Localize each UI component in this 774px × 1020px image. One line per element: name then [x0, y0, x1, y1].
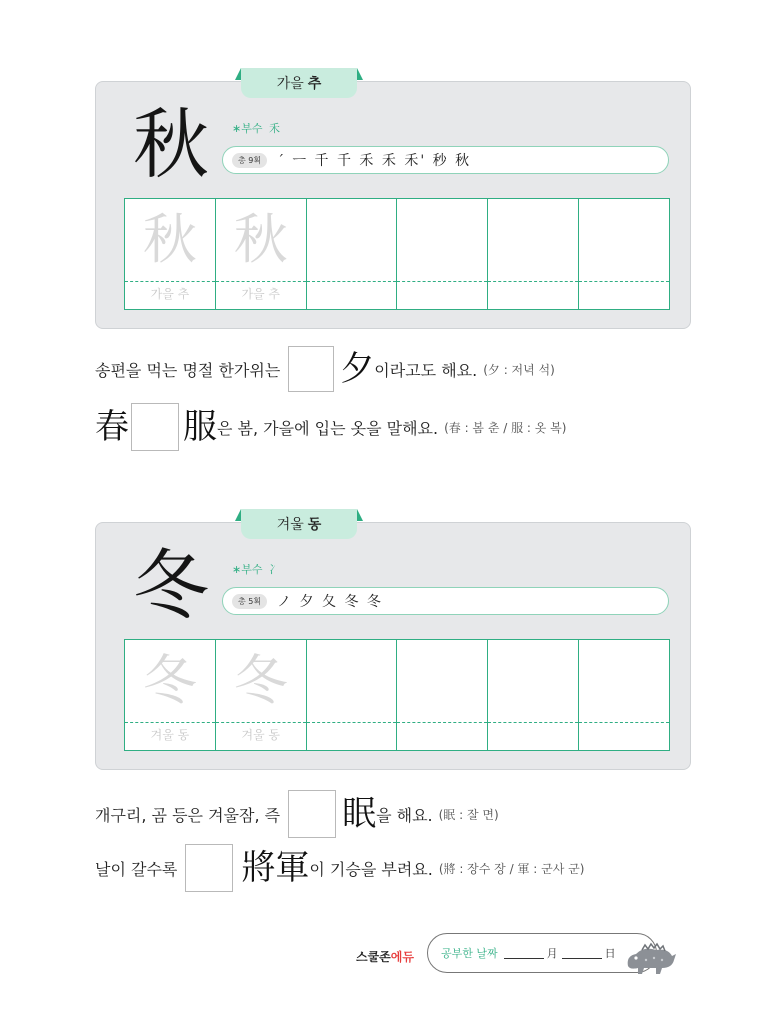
writing-cell[interactable] [488, 640, 579, 750]
sentence-hint: (將 : 장수 장 / 軍 : 군사 군) [438, 861, 585, 876]
hanja-card-autumn [95, 76, 691, 329]
tab-meaning: 가을 [276, 76, 304, 92]
sentence-hanja: 眠 [342, 794, 377, 834]
brand-logo [356, 948, 414, 965]
answer-blank[interactable] [288, 346, 334, 392]
month-field[interactable] [504, 948, 544, 959]
radical-info [232, 120, 280, 136]
stroke-count: 총 9획 [232, 153, 267, 168]
card-tab [241, 509, 357, 539]
sentence-text: 송편을 먹는 명절 한가위는 [95, 360, 281, 380]
trace-char: 冬 [233, 649, 288, 712]
trace-char: 秋 [233, 208, 288, 271]
stroke-sequence: ノ 夕 夂 冬 冬 [277, 594, 383, 610]
stroke-sequence: ˊ ㅡ 千 千 禾 禾 禾' 秒 秋 [277, 153, 472, 169]
sentence-hint: (眠 : 잘 면) [438, 807, 499, 822]
trace-label: 가을 추 [241, 287, 281, 301]
writing-cell[interactable] [579, 199, 669, 309]
radical-char: 冫 [268, 563, 280, 576]
trace-char: 秋 [142, 208, 197, 271]
radical-char: 禾 [268, 122, 280, 135]
sentence-text: 을 해요. [376, 805, 433, 825]
stroke-count: 총 5획 [232, 594, 267, 609]
trace-cell [125, 199, 216, 309]
radical-label: ∗부수 [232, 563, 263, 576]
answer-blank[interactable] [185, 844, 233, 892]
sentence-hint: (夕 : 저녁 석) [483, 362, 555, 377]
hanja-card-winter [95, 517, 691, 770]
sentence-hanja: 服 [183, 407, 217, 447]
card-tab [241, 68, 357, 98]
writing-grid [124, 639, 670, 751]
logo-main: 스쿨존 [356, 950, 391, 964]
tab-meaning: 겨울 [276, 517, 304, 533]
sentence-hint: (春 : 봄 춘 / 服 : 옷 복) [444, 420, 567, 435]
sentence-2 [95, 403, 566, 451]
trace-cell [216, 199, 307, 309]
sentence-text: 은 봄, 가을에 입는 옷을 말해요. [217, 418, 439, 438]
sentence-text: 날이 갈수록 [95, 859, 178, 879]
writing-cell[interactable] [307, 199, 398, 309]
tab-reading: 동 [307, 517, 322, 533]
writing-cell[interactable] [579, 640, 669, 750]
trace-char: 冬 [142, 649, 197, 712]
answer-blank[interactable] [288, 790, 336, 838]
trace-cell [216, 640, 307, 750]
trace-label: 겨울 동 [150, 728, 190, 742]
stroke-order-bar [222, 587, 669, 615]
day-field[interactable] [562, 948, 602, 959]
sentence-3 [95, 790, 499, 838]
sentence-text: 개구리, 곰 등은 겨울잠, 즉 [95, 805, 281, 825]
sentence-1 [95, 346, 555, 392]
trace-label: 가을 추 [150, 287, 190, 301]
dinosaur-mascot-icon [622, 936, 678, 976]
writing-cell[interactable] [307, 640, 398, 750]
answer-blank[interactable] [131, 403, 179, 451]
trace-cell [125, 640, 216, 750]
writing-cell[interactable] [397, 199, 488, 309]
sentence-4 [95, 844, 584, 892]
date-label: 공부한 날짜 [441, 947, 498, 960]
main-hanja: 秋 [133, 100, 209, 189]
month-unit: 月 [546, 947, 558, 960]
sentence-hanja: 夕 [340, 349, 375, 389]
sentence-hanja: 春 [95, 407, 129, 447]
logo-edu: 에듀 [390, 950, 414, 964]
tab-reading: 추 [307, 76, 322, 92]
main-hanja: 冬 [133, 541, 209, 630]
trace-label: 겨울 동 [241, 728, 281, 742]
sentence-text: 이라고도 해요. [374, 360, 478, 380]
radical-info [232, 561, 280, 577]
sentence-hanja: 將軍 [241, 848, 310, 888]
writing-cell[interactable] [488, 199, 579, 309]
day-unit: 日 [604, 947, 616, 960]
writing-grid [124, 198, 670, 310]
sentence-text: 이 기승을 부려요. [309, 859, 433, 879]
stroke-order-bar [222, 146, 669, 174]
radical-label: ∗부수 [232, 122, 263, 135]
writing-cell[interactable] [397, 640, 488, 750]
